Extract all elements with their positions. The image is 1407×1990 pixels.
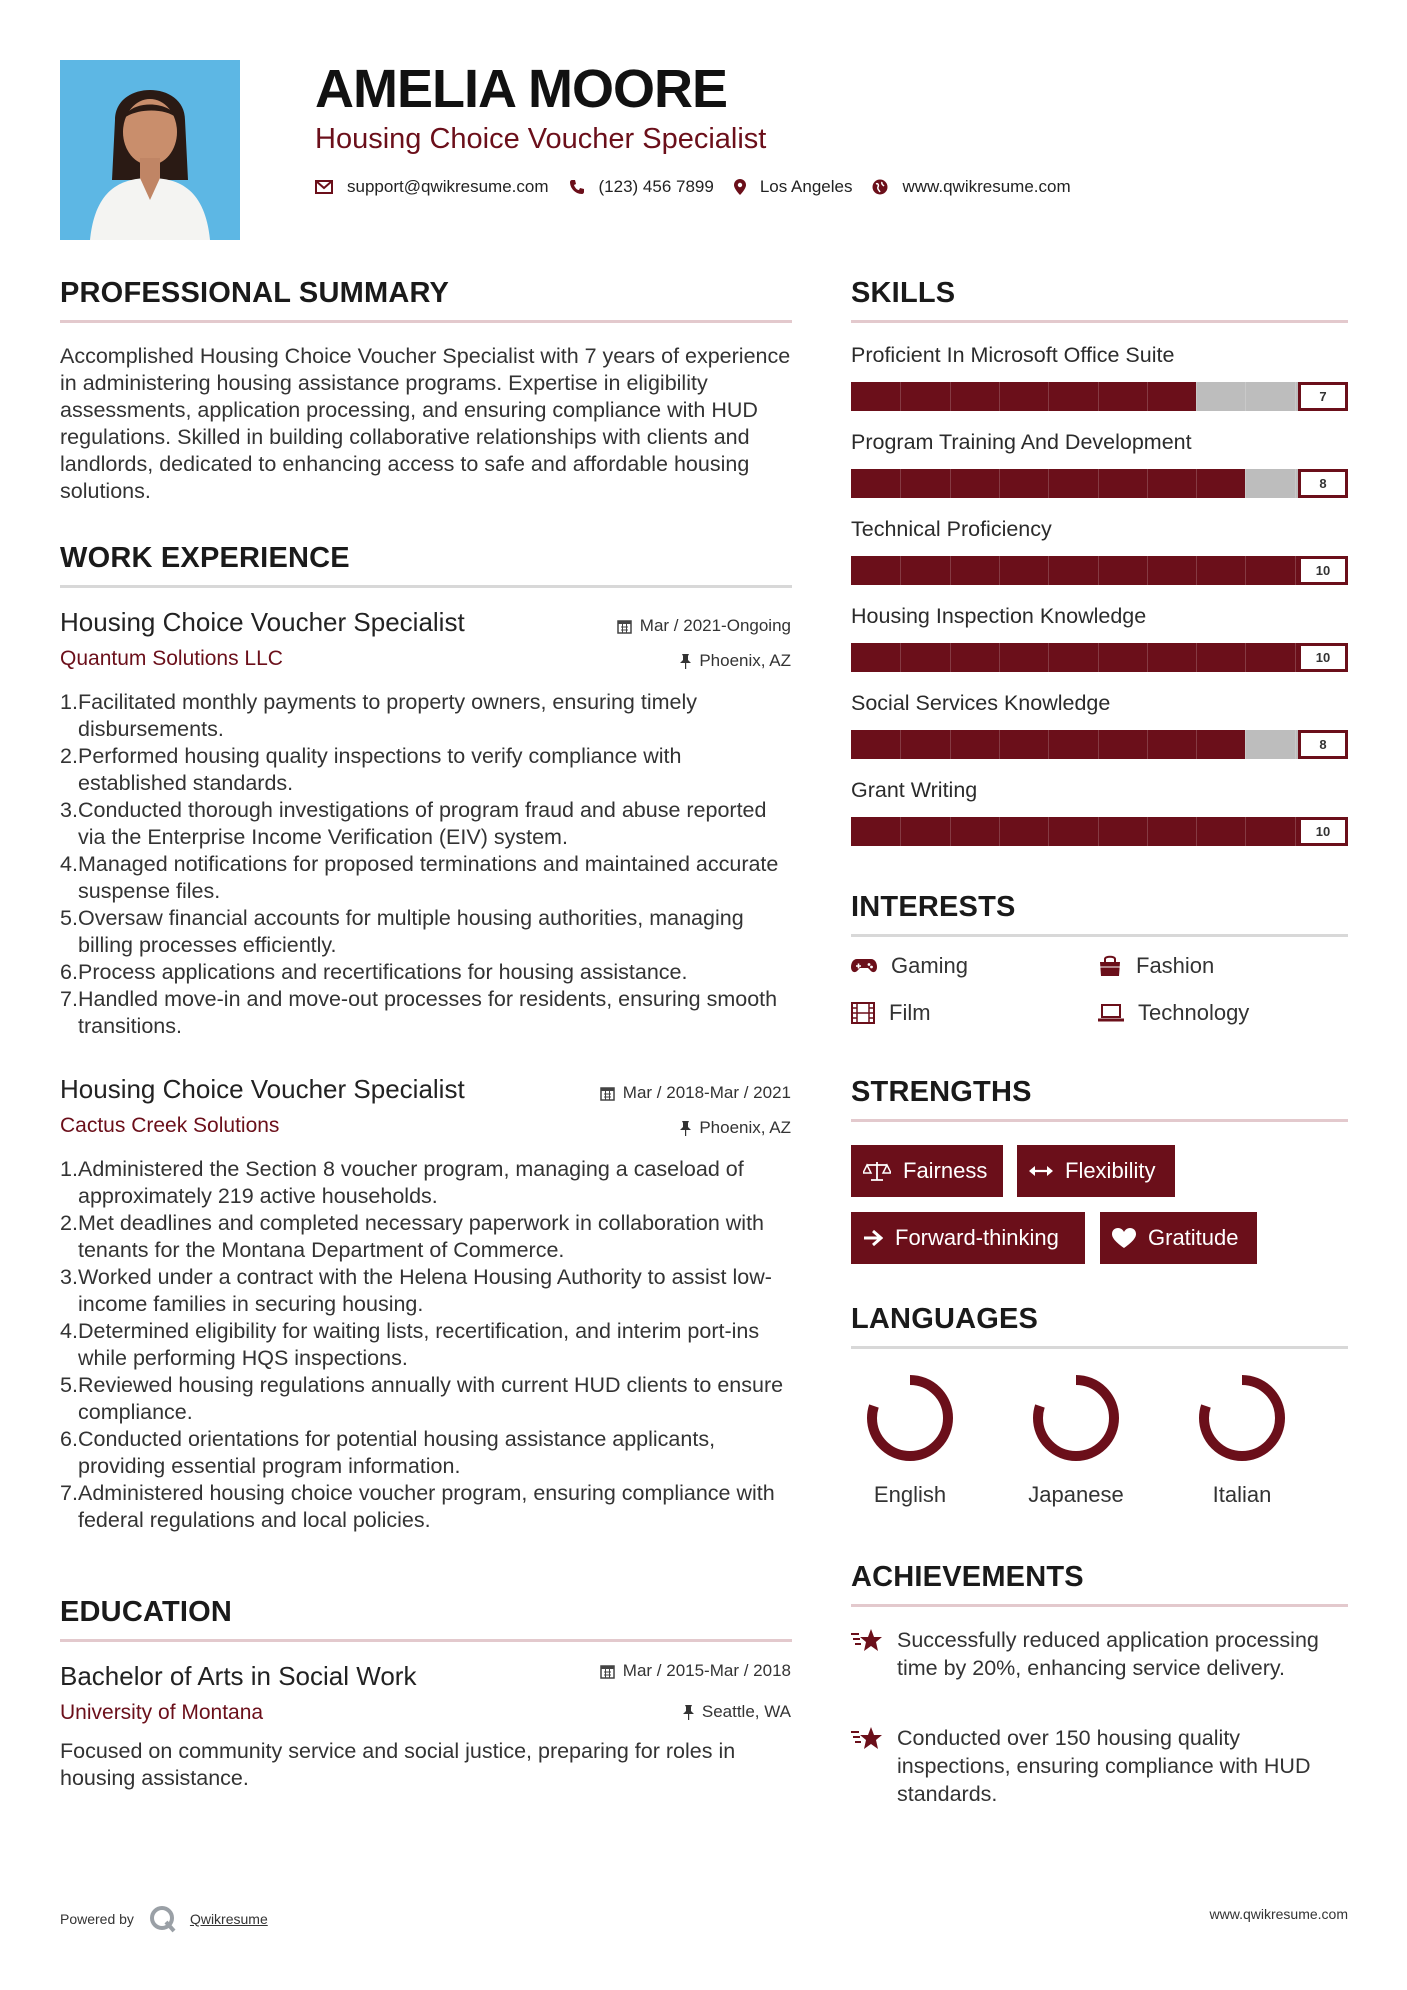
skill-label: Grant Writing bbox=[851, 778, 978, 802]
gamepad-icon bbox=[851, 958, 877, 974]
job-title: Housing Choice Voucher Specialist bbox=[60, 1074, 465, 1104]
job-bullets bbox=[60, 1156, 795, 1534]
skill-segment-divider bbox=[999, 730, 1000, 759]
skill-segment-divider bbox=[900, 730, 901, 759]
interest-film: Film bbox=[851, 1000, 931, 1026]
skill-segment-divider bbox=[1295, 643, 1296, 672]
skill-segment-divider bbox=[1245, 556, 1246, 585]
language-level-ring bbox=[1196, 1372, 1288, 1464]
list-item: 5. Oversaw financial accounts for multiple housing authorities, managing billing processes efficiently. bbox=[60, 906, 744, 957]
language-level-ring bbox=[1030, 1372, 1122, 1464]
skill-segment-divider bbox=[1098, 730, 1099, 759]
list-item: 7. Handled move-in and move-out processes for residents, ensuring smooth transitions. bbox=[60, 987, 778, 1038]
skill-segment-divider bbox=[1196, 730, 1197, 759]
footer-powered-by: Powered by Qwikresume bbox=[60, 1904, 268, 1934]
pushpin-icon bbox=[680, 654, 691, 669]
skill-segment-divider bbox=[950, 730, 951, 759]
list-item: 1. Administered the Section 8 voucher program, managing a caseload of approximately 219 active households. bbox=[60, 1157, 744, 1208]
skill-label: Technical Proficiency bbox=[851, 517, 1052, 541]
skill-value: 7 bbox=[1298, 382, 1348, 411]
summary-heading: PROFESSIONAL SUMMARY bbox=[60, 277, 450, 309]
email-text: support@qwikresume.com bbox=[347, 177, 549, 196]
contact-location bbox=[734, 177, 853, 197]
language-level-arc bbox=[872, 1380, 948, 1456]
skill-segment-divider bbox=[999, 382, 1000, 411]
skill-segment-divider bbox=[900, 556, 901, 585]
skill-segment-divider bbox=[1147, 817, 1148, 846]
skill-segment-divider bbox=[999, 643, 1000, 672]
skill-segment-divider bbox=[1295, 730, 1296, 759]
candidate-title: Housing Choice Voucher Specialist bbox=[315, 123, 767, 155]
summary-rule bbox=[60, 320, 792, 323]
brand-link[interactable]: Qwikresume bbox=[189, 1911, 268, 1927]
skill-segment-divider bbox=[999, 556, 1000, 585]
skill-segment-divider bbox=[1245, 817, 1246, 846]
strengths-heading: STRENGTHS bbox=[851, 1076, 1032, 1108]
job-location: Phoenix, AZ bbox=[680, 1118, 791, 1138]
achievements-rule bbox=[851, 1604, 1348, 1607]
skill-segment-divider bbox=[950, 382, 951, 411]
map-pin-icon bbox=[734, 179, 746, 195]
pushpin-icon bbox=[683, 1705, 694, 1720]
arrows-horizontal-icon bbox=[1029, 1164, 1053, 1178]
skill-segment-divider bbox=[900, 643, 901, 672]
skill-segment-divider bbox=[1098, 469, 1099, 498]
language-level-ring bbox=[864, 1372, 956, 1464]
candidate-name: AMELIA MOORE bbox=[315, 59, 727, 119]
interest-gaming: Gaming bbox=[851, 953, 968, 979]
skill-segment-divider bbox=[1098, 817, 1099, 846]
language-english: English bbox=[850, 1372, 970, 1508]
list-item: 1. Facilitated monthly payments to property owners, ensuring timely disbursements. bbox=[60, 690, 697, 741]
balance-scale-icon bbox=[863, 1160, 891, 1182]
skill-segment-divider bbox=[1048, 382, 1049, 411]
globe-icon bbox=[872, 179, 888, 195]
skill-track bbox=[851, 556, 1344, 585]
skill-segment-divider bbox=[1048, 643, 1049, 672]
skill-bar bbox=[851, 643, 1348, 672]
film-icon bbox=[851, 1002, 875, 1024]
list-item: 7. Administered housing choice voucher program, ensuring compliance with federal regulations and local policies. bbox=[60, 1481, 775, 1532]
achievement-item: Successfully reduced application processing time by 20%, enhancing service delivery. bbox=[851, 1626, 1351, 1682]
job-location: Phoenix, AZ bbox=[680, 651, 791, 671]
skill-segment-divider bbox=[1098, 643, 1099, 672]
languages-rule bbox=[851, 1346, 1348, 1349]
skill-track bbox=[851, 730, 1344, 759]
skill-segment-divider bbox=[950, 469, 951, 498]
skill-segment-divider bbox=[1196, 556, 1197, 585]
job-title: Housing Choice Voucher Specialist bbox=[60, 607, 465, 637]
list-item: 2. Met deadlines and completed necessary paperwork in collaboration with tenants for the Montana Department of Commerce. bbox=[60, 1211, 764, 1262]
contact-phone[interactable] bbox=[569, 177, 714, 197]
interests-rule bbox=[851, 934, 1348, 937]
website-text: www.qwikresume.com bbox=[902, 177, 1071, 196]
footer-website[interactable]: www.qwikresume.com bbox=[1209, 1906, 1348, 1922]
job-company: Cactus Creek Solutions bbox=[60, 1114, 280, 1137]
summary-text: Accomplished Housing Choice Voucher Specialist with 7 years of experience in administering housing assistance programs. Expertise in eligibility assessments, application processing, and ensuring compliance with HUD regulations. Skilled in building collaborative relationships with clients and landlords, dedicated to enhancing access to safe and affordable housing solutions. bbox=[60, 344, 791, 503]
job-bullets bbox=[60, 689, 795, 1040]
star-icon bbox=[851, 1628, 883, 1654]
contact-bar bbox=[315, 177, 1091, 197]
education-location: Seattle, WA bbox=[683, 1702, 791, 1722]
skill-bar bbox=[851, 382, 1348, 411]
skill-bar bbox=[851, 556, 1348, 585]
skill-segment-divider bbox=[1245, 469, 1246, 498]
location-text: Los Angeles bbox=[759, 177, 853, 196]
interest-fashion: Fashion bbox=[1098, 953, 1214, 979]
skill-segment-divider bbox=[1295, 817, 1296, 846]
skill-segment-divider bbox=[1295, 382, 1296, 411]
envelope-icon bbox=[315, 180, 333, 194]
skill-value: 10 bbox=[1298, 556, 1348, 585]
experience-heading: WORK EXPERIENCE bbox=[60, 542, 350, 574]
skill-segment-divider bbox=[1245, 730, 1246, 759]
skill-segment-divider bbox=[900, 817, 901, 846]
skill-segment-divider bbox=[1147, 730, 1148, 759]
skill-segment-divider bbox=[1048, 556, 1049, 585]
education-description: Focused on community service and social justice, preparing for roles in housing assistance. bbox=[60, 1739, 736, 1790]
education-rule bbox=[60, 1639, 792, 1642]
skills-heading: SKILLS bbox=[851, 277, 956, 309]
arrow-right-icon bbox=[863, 1229, 883, 1247]
skill-label: Proficient In Microsoft Office Suite bbox=[851, 343, 1175, 367]
skill-segment-divider bbox=[1196, 469, 1197, 498]
achievements-heading: ACHIEVEMENTS bbox=[851, 1561, 1084, 1593]
list-item: 6. Process applications and recertifications for housing assistance. bbox=[60, 960, 688, 984]
skill-bar bbox=[851, 469, 1348, 498]
skill-value: 8 bbox=[1298, 730, 1348, 759]
contact-email[interactable] bbox=[315, 177, 549, 197]
skill-segment-divider bbox=[900, 382, 901, 411]
strength-badge-flexibility: Flexibility bbox=[1017, 1145, 1175, 1197]
strengths-rule bbox=[851, 1119, 1348, 1122]
skill-segment-divider bbox=[1295, 556, 1296, 585]
skill-label: Housing Inspection Knowledge bbox=[851, 604, 1147, 628]
calendar-icon bbox=[600, 1086, 615, 1101]
skill-segment-divider bbox=[1147, 556, 1148, 585]
skill-segment-divider bbox=[1147, 469, 1148, 498]
school-name: University of Montana bbox=[60, 1701, 264, 1724]
education-dates: Mar / 2015-Mar / 2018 bbox=[600, 1661, 791, 1681]
skill-track bbox=[851, 817, 1344, 846]
skill-segment-divider bbox=[1048, 469, 1049, 498]
skill-value: 10 bbox=[1298, 817, 1348, 846]
skill-segment-divider bbox=[1295, 469, 1296, 498]
skill-value: 10 bbox=[1298, 643, 1348, 672]
list-item: 6. Conducted orientations for potential housing assistance applicants, providing essential program information. bbox=[60, 1427, 716, 1478]
skill-segment-divider bbox=[1098, 382, 1099, 411]
skill-fill bbox=[851, 382, 1196, 411]
interest-technology: Technology bbox=[1098, 1000, 1249, 1026]
strength-badge-forward-thinking: Forward-thinking bbox=[851, 1212, 1085, 1264]
pushpin-icon bbox=[680, 1121, 691, 1136]
skill-label: Program Training And Development bbox=[851, 430, 1192, 454]
strength-badge-gratitude: Gratitude bbox=[1100, 1212, 1257, 1264]
list-item: 5. Reviewed housing regulations annually with current HUD clients to ensure compliance. bbox=[60, 1373, 784, 1424]
skill-segment-divider bbox=[999, 469, 1000, 498]
language-level-arc bbox=[1204, 1380, 1280, 1456]
list-item: 2. Performed housing quality inspections to verify compliance with established standards. bbox=[60, 744, 682, 795]
skill-segment-divider bbox=[950, 643, 951, 672]
education-heading: EDUCATION bbox=[60, 1596, 233, 1628]
job-dates: Mar / 2021-Ongoing bbox=[617, 616, 791, 636]
experience-rule bbox=[60, 585, 792, 588]
skills-rule bbox=[851, 320, 1348, 323]
skill-track bbox=[851, 643, 1344, 672]
list-item: 3. Conducted thorough investigations of program fraud and abuse reported via the Enterprise Income Verification (EIV) system. bbox=[60, 798, 767, 849]
languages-heading: LANGUAGES bbox=[851, 1303, 1039, 1335]
skill-segment-divider bbox=[950, 817, 951, 846]
qwikresume-logo-icon bbox=[148, 1904, 178, 1934]
laptop-icon bbox=[1098, 1004, 1124, 1022]
profile-photo bbox=[60, 60, 240, 240]
skill-label: Social Services Knowledge bbox=[851, 691, 1111, 715]
list-item: 4. Determined eligibility for waiting lists, recertification, and interim port-ins while performing HQS inspections. bbox=[60, 1319, 760, 1370]
contact-website[interactable] bbox=[872, 177, 1070, 197]
calendar-icon bbox=[600, 1664, 615, 1679]
skill-segment-divider bbox=[1245, 382, 1246, 411]
skill-segment-divider bbox=[1245, 643, 1246, 672]
heart-icon bbox=[1112, 1228, 1136, 1249]
language-level-arc bbox=[1038, 1380, 1114, 1456]
skill-segment-divider bbox=[1098, 556, 1099, 585]
skill-segment-divider bbox=[1196, 817, 1197, 846]
language-japanese: Japanese bbox=[1016, 1372, 1136, 1508]
skill-segment-divider bbox=[1048, 817, 1049, 846]
language-italian: Italian bbox=[1182, 1372, 1302, 1508]
skill-segment-divider bbox=[1196, 643, 1197, 672]
phone-icon bbox=[569, 179, 585, 195]
skill-segment-divider bbox=[950, 556, 951, 585]
list-item: 4. Managed notifications for proposed terminations and maintained accurate suspense files. bbox=[60, 852, 779, 903]
list-item: 3. Worked under a contract with the Helena Housing Authority to assist low-income families in securing housing. bbox=[60, 1265, 772, 1316]
skill-track bbox=[851, 382, 1344, 411]
skill-segment-divider bbox=[999, 817, 1000, 846]
skill-track bbox=[851, 469, 1344, 498]
calendar-icon bbox=[617, 619, 632, 634]
skill-bar bbox=[851, 817, 1348, 846]
degree-title: Bachelor of Arts in Social Work bbox=[60, 1661, 417, 1691]
shopping-bag-icon bbox=[1098, 955, 1122, 977]
skill-segment-divider bbox=[1048, 730, 1049, 759]
phone-text: (123) 456 7899 bbox=[598, 177, 714, 196]
skill-segment-divider bbox=[1147, 643, 1148, 672]
interests-heading: INTERESTS bbox=[851, 891, 1016, 923]
skill-segment-divider bbox=[900, 469, 901, 498]
skill-segment-divider bbox=[1147, 382, 1148, 411]
skill-segment-divider bbox=[1196, 382, 1197, 411]
skill-value: 8 bbox=[1298, 469, 1348, 498]
star-icon bbox=[851, 1726, 883, 1752]
job-company: Quantum Solutions LLC bbox=[60, 647, 283, 670]
achievement-item: Conducted over 150 housing quality inspections, ensuring compliance with HUD standards. bbox=[851, 1724, 1351, 1808]
skill-bar bbox=[851, 730, 1348, 759]
strength-badge-fairness: Fairness bbox=[851, 1145, 1003, 1197]
job-dates: Mar / 2018-Mar / 2021 bbox=[600, 1083, 791, 1103]
